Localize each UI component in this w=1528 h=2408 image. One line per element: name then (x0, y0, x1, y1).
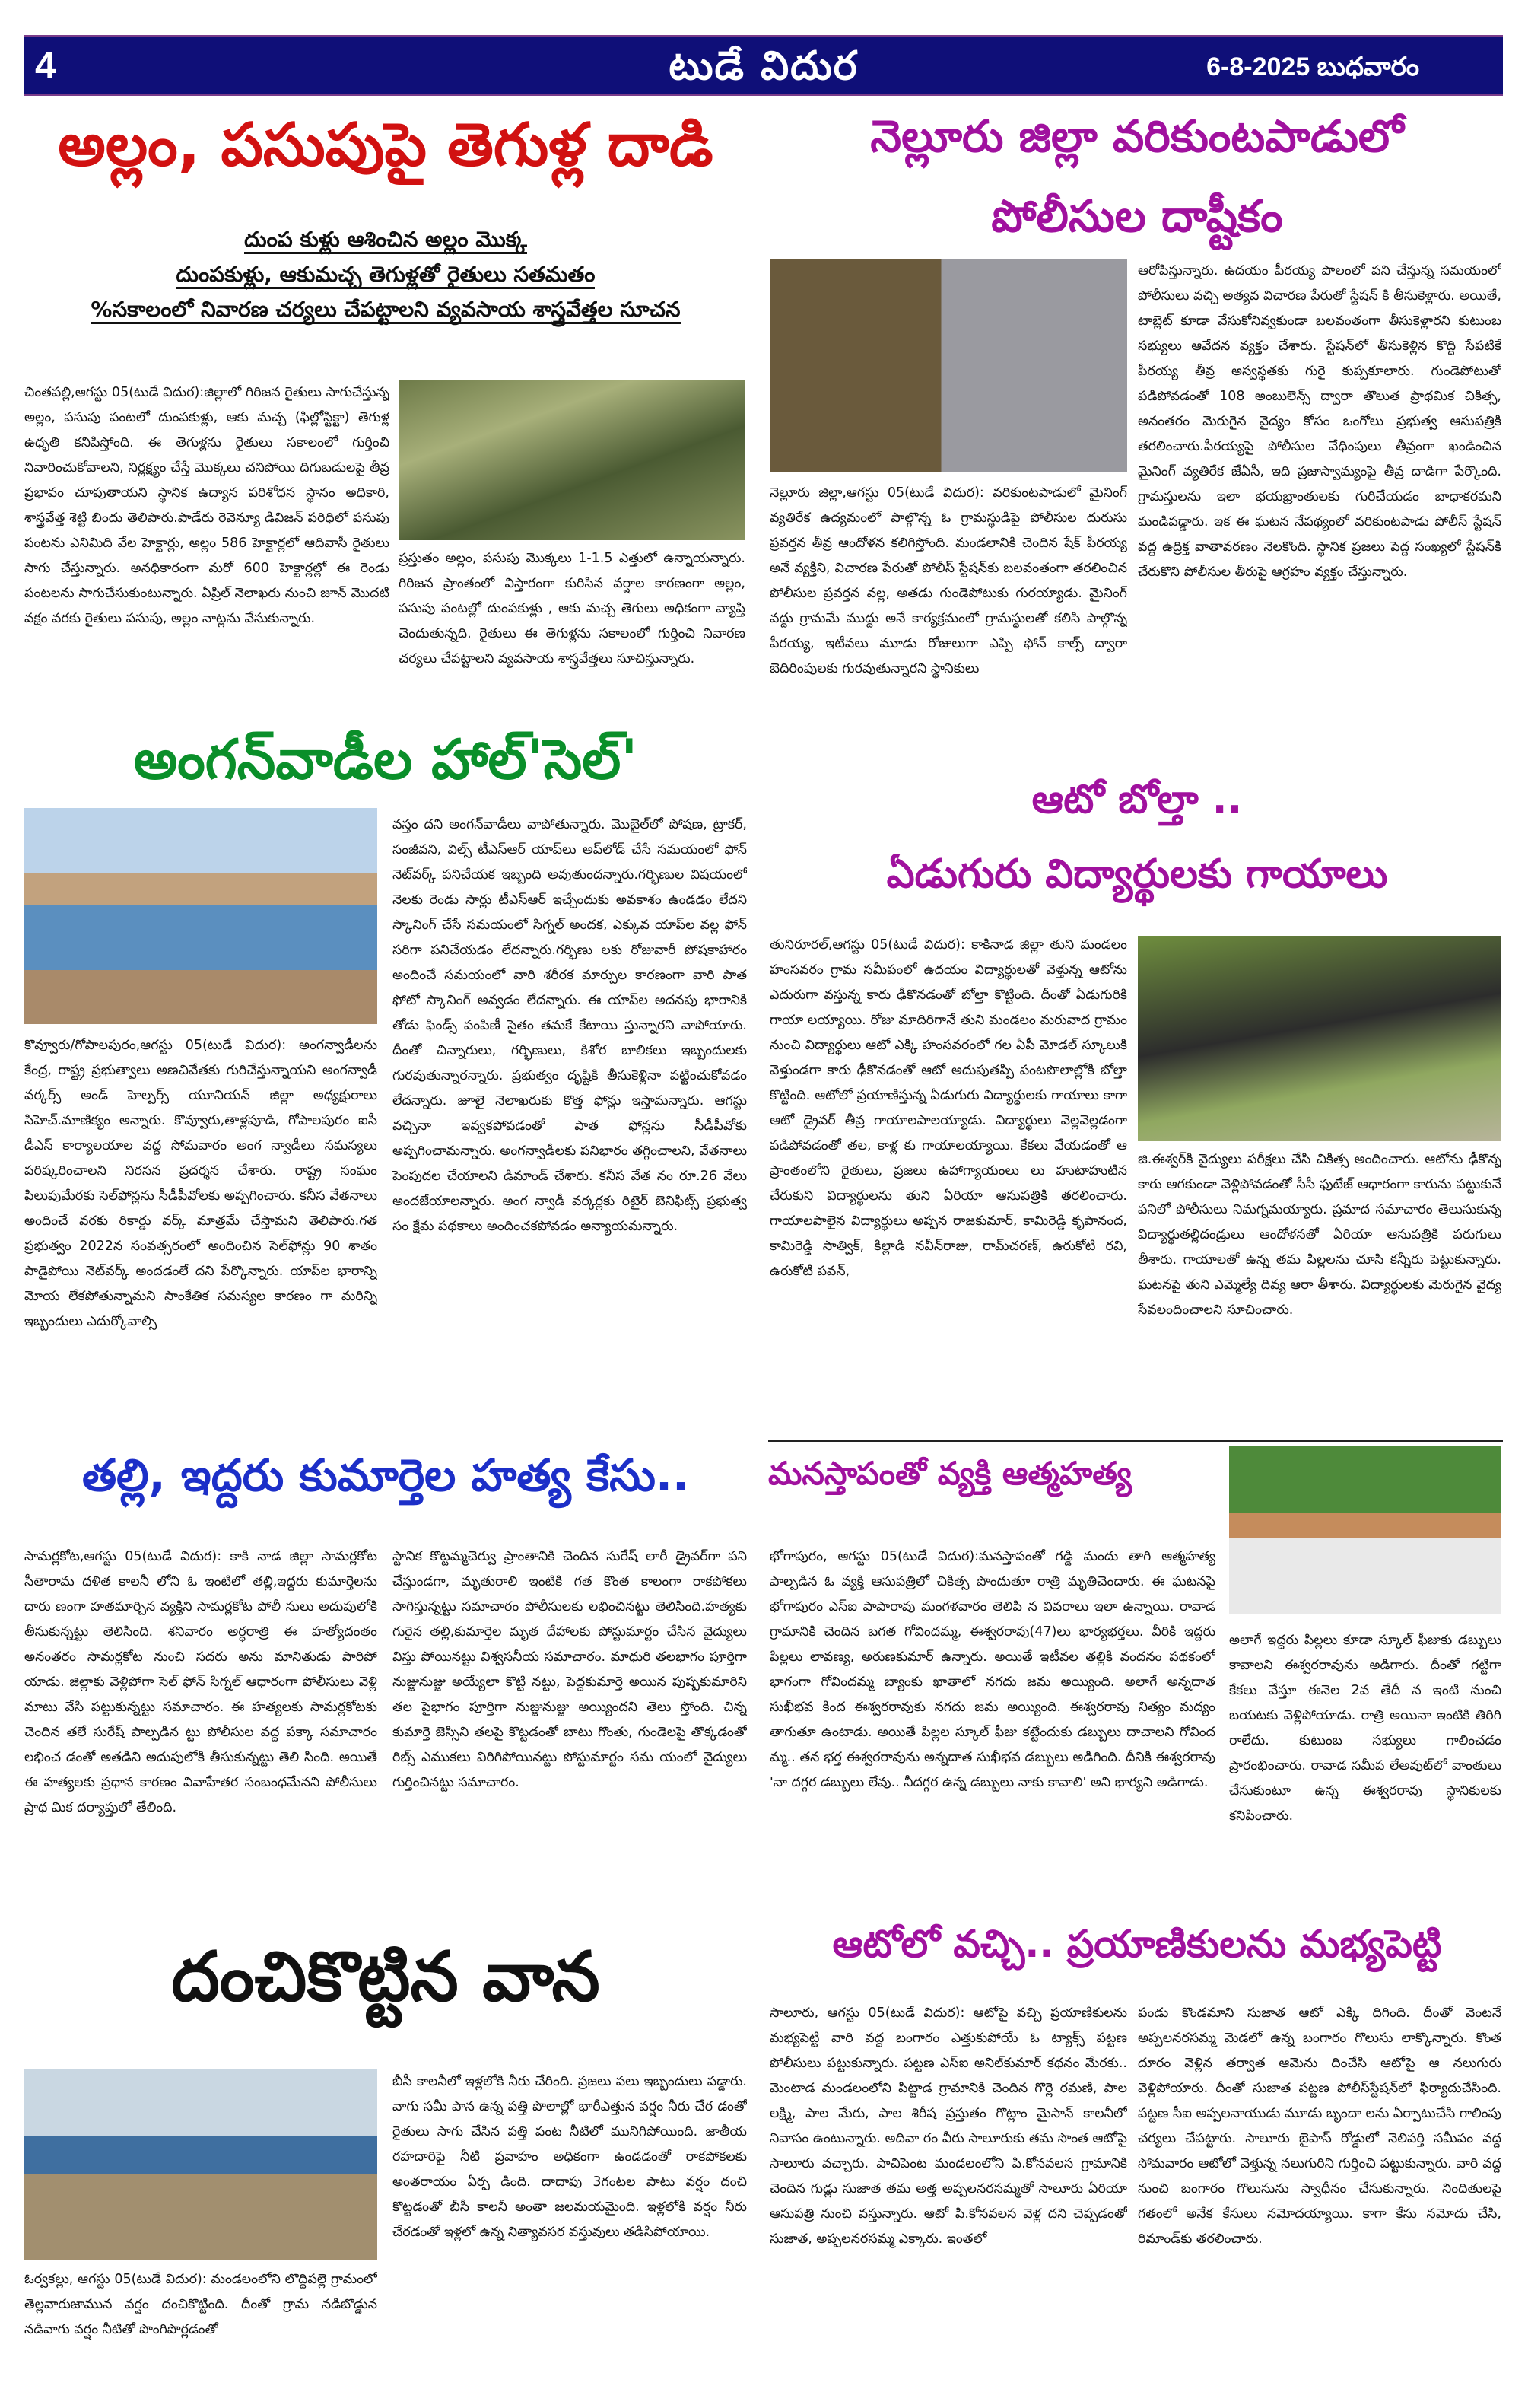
headline-police-line2: పోలీసుల దాష్టీకం (991, 190, 1283, 242)
victim-photo (1229, 1446, 1501, 1614)
anganwadi-body-right: వస్తం దని అంగన్‌వాడీలు వాపోతున్నారు. మొబైల్‌లో పోషణ, ట్రాకర్, సంజీవని, విల్స్ టీఎస్ఆర్ యాప్‌లు అప్‌లోడ్ చేసే సమయంలో ఫోన్ నెట్‌వర్క్ పనిచేయక ఇబ్బంది అవుతుందన్నారు.గర్భిణుల విషయంలో నెలకు రెండు సార్లు టీఎస్ఆర్ ఇచ్చేందుకు అవకాశం ఉండడం లేదని స్కానింగ్ చేసే సమయంలో సిగ్నల్ అందక, ఎక్కువ యాప్‌ల వల్ల ఫోన్ సరిగా పనిచేయడం లేదన్నారు.గర్భిణు లకు రోజువారీ పోషకాహారం అందించే సమయంలో వారి శరీరక మార్పుల కారణంగా వారి పాత ఫోటో స్కానింగ్ అవ్వడం లేదన్నారు. ఈ యాప్‌ల అదనపు భారానికి తోడు ఫిండ్స్ పంపిణీ సైతం తమకే కేటాయి స్తున్నారని వాపోయారు. దీంతో చిన్నారులు, గర్భిణులు, కిశోర బాలికలు ఇబ్బందులకు గురవుతున్నారన్నారు. ప్రభుత్వం దృష్టికి తీసుకెళ్లినా పట్టించుకోవడం లేదన్నారు. జూలై నెలాఖరుకు కొత్త ఫోన్లు ఇస్తామన్నారు. ఆగస్టు వచ్చినా ఇవ్వకపోవడంతో పాత ఫోన్లను సీడీపీవోకు అప్పగించామన్నారు. అంగన్వాడీలకు పనిభారం తగ్గించాలని, వేతనాలు పెంపుదల చేయాలని డిమాండ్ చేశారు. కనీస వేత నం రూ.26 వేలు అందజేయాలన్నారు. అంగ న్వాడీ వర్కర్లకు రిటైర్ బెనిఫిట్స్ ప్రభుత్వ సం క్షేమ పథకాలు అందించకపోవడం అన్యాయమన్నారు. (392, 817, 747, 1234)
police-body-left: నెల్లూరు జిల్లా,ఆగస్టు 05(టుడే విదుర): వరికుంటపాడులో మైనింగ్ వ్యతిరేక ఉద్యమంలో పాల్గొన్న ఓ గ్రామస్థుడిపై పోలీసుల దురుసు ప్రవర్తన తీవ్ర ఆందోళన కలిగిస్తోంది. మండలానికి చెందిన షేక్ పీరయ్య అనే వ్యక్తిని, విచారణ పేరుతో పోలీస్ స్టేషన్‌కు బలవంతంగా తరలించిన పోలీసుల ప్రవర్తన వల్ల, అతడు గుండెపోటుకు గురయ్యాడు. మైనింగ్ వద్దు గ్రామమే ముద్దు అనే కార్యక్రమంలో గ్రామస్థులతో కలిసి పాల్గొన్న పీరయ్య, ఇటీవలు మూడు రోజులుగా ఎప్పి ఫోన్ కాల్స్ ద్వారా బెదిరింపులకు గురవుతున్నారని స్థానికులు (770, 485, 1127, 676)
headline-suicide: మనస్తాపంతో వ్యక్తి ఆత్మహత్య (768, 1455, 1132, 1492)
headline-ginger: అల్లం, పసుపుపై తెగుళ్ల దాడి (58, 111, 713, 180)
cheat-body-left: సాలూరు, ఆగస్టు 05(టుడే విదుర): ఆటోపై వచ్చి ప్రయాణికులను మభ్యపెట్టి వారి వద్ద బంగారం ఎత్తుకుపోయే ఓ ట్యాక్స్ పట్టణ పోలీసులు పట్టుకున్నారు. పట్టణ ఎస్ఐ అనిల్‌కుమార్ కథనం మేరకు.. మెంటాడ మండలంలోని పిట్టాడ గ్రామానికి చెందిన గొర్లె రమణి, పాల లక్ష్మి, పాల మేరు, పాల శిరీష ప్రస్తుతం గొట్లాం మైసాన్ కాలనీలో నివాసం ఉంటున్నారు. అదివా రం వీరు సాలూరుకు తమ సొంత ఆటోపై సాలూరు వచ్చారు. పాచిపెంట మండలంలోని పి.కోనవలస గ్రామానికి చెందిన గుడ్లు సుజాత తమ అత్త అప్పలనరసమ్మతో సాలూరు ఏరియా ఆసుపత్రి నుంచి వస్తున్నారు. ఆటో పి.కోనవలస వెళ్ల దని చెప్పడంతో సుజాత, అప్పలనరసమ్మ ఎక్కారు. ఇంతలో (770, 2006, 1127, 2247)
masthead (24, 35, 1503, 96)
ginger-subheads (24, 222, 747, 327)
suicide-body-left: భోగాపురం, ఆగస్టు 05(టుడే విదుర):మనస్తాపంతో గడ్డి మందు తాగి ఆత్మహత్య పాల్పడిన ఓ వ్యక్తి ఆసుపత్రిలో చికిత్స పొందుతూ రాత్రి మృతిచెందారు. ఈ ఘటనపై భోగాపురం ఎస్ఐ పాపారావు మంగళవారం తెలిపి న వివరాలు ఇలా ఉన్నాయి. రావాడ గ్రామానికి చెందిన బగత గోవిందమ్మ, ఈశ్వరరావు(47)లు భార్యభర్తలు. వీరికి ఇద్దరు పిల్లలు లావణ్య, అరుణకుమార్ ఉన్నారు. అయితే ఇటీవల తల్లికి వందనం పథకంలో భాగంగా గోవిందమ్మ బ్యాంకు ఖాతాలో నగదు జమ అయ్యింది. అలాగే అన్నదాత సుఖీభవ కింద ఈశ్వరరావుకు నగదు జమ అయ్యింది. ఈశ్వరరావు నిత్యం మద్యం తాగుతూ ఉంటాడు. అయితే పిల్లల స్కూల్ ఫీజు కట్టేందుకు డబ్బులు దాచాలని గోవింద మ్మ.. తన భర్త ఈశ్వరరావును అన్నదాత సుఖీభవ డబ్బులు అడిగింది. దీనికి ఈశ్వరరావు 'నా దగ్గర డబ్బులు లేవు.. నీదగ్గర ఉన్న డబ్బులు నాకు కావాలి' అని భార్యని అడిగాడు. (770, 1549, 1215, 1790)
issue-date: 6-8-2025 బుధవారం (1206, 52, 1419, 81)
police-heart-photo (770, 259, 1127, 472)
ginger-crop-photo (399, 380, 745, 540)
ginger-body-left: చింతపల్లి,ఆగస్టు 05(టుడే విదుర):జిల్లాలో గిరిజన రైతులు సాగుచేస్తున్న అల్లం, పసుపు పంటలో దుంపకుళ్లు, ఆకు మచ్చ (ఫిల్లోస్టిక్టా) తెగుళ్ల ఉధృతి కనిపిస్తోంది. ఈ తెగుళ్లను రైతులు సకాలంలో గుర్తించి నివారించుకోవాలని, నిర్లక్ష్యం చేస్తే మొక్కలు చనిపోయి దిగుబడులపై తీవ్ర ప్రభావం చూపుతాయని స్థానిక ఉద్యాన పరిశోధన స్థానం అధికారి, శాస్త్రవేత్త శెట్టి బిందు తెలిపారు.పాడేరు రెవెన్యూ డివిజన్ పరిధిలో పసుపు పంటను ఎనిమిది వేల హెక్టార్లు, అల్లం 586 హెక్టార్లలో ఆదివాసీ రైతులు సాగు చేస్తున్నారు. అనధికారంగా మరో 600 హెక్టార్లల్లో ఈ రెండు పంటలను సాగుచేసుకుంటున్నారు. ఏప్రిల్ నెలాఖరు నుంచి జూన్ మొదటి వక్షం వరకు రైతులు పసుపు, అల్లం నాట్లను వేసుకున్నారు. (24, 385, 389, 626)
cheat-body-right: పండు కొండమాని సుజాత ఆటో ఎక్కి దిగింది. దీంతో వెంటనే అప్పలనరసమ్మ మెడలో ఉన్న బంగారం గొలుసు లాక్కొన్నారు. కొంత దూరం వెళ్లిన తర్వాత ఆమెను దించేసి ఆటోపై ఆ నలుగురు వెళ్లిపోయారు. దీంతో సుజాత పట్టణ పోలీస్‌స్టేషన్‌లో ఫిర్యాదుచేసింది. పట్టణ సీఐ అప్పలనాయుడు మూడు బృందా లను ఏర్పాటుచేసి గాలింపు చర్యలు చేపట్టారు. సాలూరు బైపాస్ రోడ్డులో నెలిపర్తి సమీపం వద్ద సోమవారం ఆటోలో వెళ్తున్న నలుగురిని గుర్తించి పట్టుకున్నారు. వారి వద్ద నుంచి బంగారం గొలుసును స్వాధీనం చేసుకున్నారు. నిందితులపై గతంలో అనేక కేసులు నమోదయ్యాయి. కాగా కేసు నమోదు చేసి, రిమాండ్‌కు తరలించారు. (1138, 2006, 1501, 2247)
flood-photo (24, 2069, 377, 2260)
headline-auto-line1: ఆటో బోల్తా .. (1031, 777, 1243, 822)
rain-body-right: బీసీ కాలనీలో ఇళ్లలోకి నీరు చేరింది. ప్రజలు పలు ఇబ్బందులు పడ్డారు. వాగు సమీ పాన ఉన్న పత్తి పొలాల్లో భారీఎత్తున వర్షం నీరు చేర డంతో రైతులు సాగు చేసిన పత్తి పంట నీటిలో మునిగిపోయింది. జాతీయ రహదారిపై నీటి ప్రవాహం అధికంగా ఉండడంతో రాకపోకలకు అంతరాయం ఏర్ప డింది. దాదాపు 3గంటల పాటు వర్షం దంచి కొట్టడంతో బీసీ కాలనీ అంతా జలమయమైంది. ఇళ్లలోకి వర్షం నీరు చేరడంతో ఇళ్లలో ఉన్న నిత్యావసర వస్తువులు తడిసిపోయాయి. (392, 2074, 747, 2240)
subhead: %సకాలంలో నివారణ చర్యలు చేపట్టాలని వ్యవసాయ శాస్త్రవేత్తల సూచన (91, 297, 680, 324)
headline-auto-line2: ఏడుగురు విద్యార్థులకు గాయాలు (886, 851, 1388, 897)
police-body-right: ఆరోపిస్తున్నారు. ఉదయం పీరయ్య పొలంలో పని చేస్తున్న సమయంలో పోలీసులు వచ్చి అత్యవ విచారణ పేరుతో స్టేషన్ కి తీసుకెళ్లారు. అయితే, టాబ్లెట్ కూడా వేసుకోనివ్వకుండా బలవంతంగా తీసుకెళ్లారని కుటుంబ సభ్యులు ఆవేదన వ్యక్తం చేశారు. స్టేషన్‌లో తీసుకెళ్లిన కొద్ది సేపటికే పీరయ్య తీవ్ర అస్వస్థతకు గురై కుప్పకూలారు. గుండెపోటుతో పడిపోవడంతో 108 అంబులెన్స్ ద్వారా తొలుత ప్రాథమిక చికిత్స, అనంతరం మెరుగైన వైద్యం కోసం ఒంగోలు ప్రభుత్వ ఆసుపత్రికి తరలించారు.పీరయ్యపై పోలీసుల వేధింపులు తీవ్రంగా ఖండించిన మైనింగ్ వ్యతిరేక జేఏసీ, ఇది ప్రజాస్వామ్యంపై తీవ్ర దాడిగా పేర్కొంది. గ్రామస్తులను ఇలా భయభ్రాంతులకు గురిచేయడం బాధాకరమని మండిపడ్డారు. ఇక ఈ ఘటన నేపథ్యంలో వరికుంటపాడు పోలీస్ స్టేషన్ వద్ద ఉద్రిక్త వాతావరణం నెలకొంది. స్థానిక ప్రజలు పెద్ద సంఖ్యలో స్టేషన్‌కి చేరుకొని పోలీసుల తీరుపై ఆగ్రహం వ్యక్తం చేస్తున్నారు. (1138, 263, 1501, 580)
auto-body-right: జి.ఈశ్వర్‌కి వైద్యులు పరీక్షలు చేసి చికిత్స అందించారు. ఆటోను ఢీకొన్న కారు ఆగకుండా వెళ్లిపోవడంతో సీసీ ఫుటేజ్ ఆధారంగా కారును పట్టుకునే పనిలో పోలీసులు నిమగ్నమయ్యారు. ప్రమాద సమాచారం తెలుసుకున్న విద్యార్థుతల్లిదండ్రులు ఆందోళనతో ఏరియా ఆసుపత్రికి పరుగులు తీశారు. గాయాలతో ఉన్న తమ పిల్లలను చూసి కన్నీరు పెట్టుకున్నారు. ఘటనపై తుని ఎమ్మెల్యే దివ్య ఆరా తీశారు. విద్యార్థులకు మెరుగైన వైద్య సేవలందించాలని సూచించారు. (1138, 1152, 1501, 1318)
divider (768, 1440, 1503, 1442)
anganwadi-protest-photo (24, 808, 377, 1024)
suicide-body-right: అలాగే ఇద్దరు పిల్లలు కూడా స్కూల్ ఫీజుకు డబ్బులు కావాలని ఈశ్వరరావును అడిగారు. దీంతో గట్టిగా కేకలు వేస్తూ ఈనెల 2వ తేదీ న ఇంటి నుంచి బయటకు వెళ్లిపోయాడు. రాత్రి అయినా ఇంటికి తిరిగి రాలేదు. కుటుంబ సభ్యులు గాలించడం ప్రారంభించారు. రావాడ సమీప లేఅవుట్‌లో వాంతులు చేసుకుంటూ ఉన్న ఈశ్వరరావు స్థానికులకు కనిపించారు. (1229, 1633, 1501, 1824)
rain-body-left: ఓర్వకల్లు, ఆగస్టు 05(టుడే విదుర): మండలంలోని లొద్దిపల్లె గ్రామంలో తెల్లవారుజామున వర్షం దంచికొట్టింది. దీంతో గ్రామ నడిబొడ్డున నడివాగు వర్షం నీటితో పొంగిపొర్లడంతో (24, 2272, 377, 2337)
overturned-auto-photo (1138, 936, 1501, 1141)
murder-body-left: సామర్లకోట,ఆగస్టు 05(టుడే విదుర): కాకి నాడ జిల్లా సామర్లకోట సీతారామ దళిత కాలనీ లోని ఓ ఇంటిలో తల్లి,ఇద్దరు కుమార్తెలను దారు ణంగా హతమార్చిన వ్యక్తిని సామర్లకోట పోలీ సులు అదుపులోకి తీసుకున్నట్టు తెలిసింది. శనివారం అర్ధరాత్రి ఈ హత్యోదంతం అనంతరం సామర్లకోట నుంచి సదరు అను మానితుడు పారిపో యాడు. జిల్లాకు వెళ్లిపోగా సెల్ ఫోన్ సిగ్నల్ ఆధారంగా పోలీసులు వెళ్లి మాటు వేసి పట్టుకున్నట్టు సమాచారం. ఈ హత్యలకు సామర్లకోటకు చెందిన తలే సురేష్ పాల్పడిన ట్టు పోలీసుల వద్ద పక్కా సమాచారం లభించ డంతో అతడిని అదుపులోకి తీసుకున్నట్టు తెలి సింది. అయితే ఈ హత్యలకు ప్రధాన కారణం వివాహేతర సంబంధమేనని పోలీసులు ప్రాథ మిక దర్యాప్తులో తేలింది. (24, 1549, 377, 1815)
newspaper-logo: టుడే విదుర (669, 43, 859, 89)
subhead: దుంపకుళ్లు, ఆకుమచ్చ తెగుళ్లతో రైతులు సతమతం (176, 262, 596, 289)
ginger-body-right: ప్రస్తుతం అల్లం, పసుపు మొక్కలు 1-1.5 ఎత్తులో ఉన్నాయన్నారు. గిరిజన ప్రాంతంలో విస్తారంగా కురిసిన వర్షాల కారణంగా అల్లం, పసుపు పంటల్లో దుంపకుళ్లు , ఆకు మచ్చ తెగులు అధికంగా వ్యాప్తి చెందుతున్నది. రైతులు ఈ తెగుళ్లను సకాలంలో గుర్తించి నివారణ చర్యలు చేపట్టాలని వ్యవసాయ శాస్త్రవేత్తలు సూచిస్తున్నారు. (399, 551, 745, 666)
headline-anganwadi: అంగన్‌వాడీల హాల్‌'సెల్' (133, 727, 638, 791)
murder-body-right: స్టానిక కొట్టమ్మచెర్వు ప్రాంతానికి చెందిన సురేష్ లారీ డ్రైవర్‌గా పని చేస్తుండగా, మృతురాలి ఇంటికి గత కొంత కాలంగా రాకపోకలు సాగిస్తున్నట్టు సమాచారం పోలీసులకు లభించినట్టు తెలిసింది.హత్యకు గురైన తల్లి,కుమార్తెల మృత దేహాలకు పోస్టుమార్టం చేసిన వైద్యులు విస్తు పోయినట్టు విశ్వసనీయ సమాచారం. మాధురి తలభాగం పూర్తిగా నుజ్జునుజ్జు అయ్యేలా కొట్టి నట్టు, పెద్దకుమార్తె అయిన పుష్పకుమారిని తల పైభాగం పూర్తిగా నుజ్జునుజ్జు అయ్యిందని తెలు స్తోంది. చిన్న కుమార్తె జెస్సిని తలపై కొట్టడంతో బాటు గొంతు, గుండెలపై తొక్కడంతో రిబ్స్ ఎముకలు విరిగిపోయినట్టు పోస్టుమార్టం సమ యంలో వైద్యులు గుర్తించినట్టు సమాచారం. (392, 1549, 747, 1790)
headline-rain: దంచికొట్టిన వాన (171, 1937, 600, 2017)
page-number: 4 (35, 44, 56, 87)
anganwadi-body-left: కొవ్వూరు/గోపాలపురం,ఆగస్టు 05(టుడే విదుర): అంగన్వాడీలను కేంద్ర, రాష్ట్ర ప్రభుత్వాలు అణచివేతకు గురిచేస్తున్నాయని అంగన్వాడీ వర్కర్స్ అండ్ హెల్పర్స్ యూనియన్ జిల్లా అధ్యక్షురాలు సిహెచ్.మాణిక్యం అన్నారు. కొవ్వూరు,తాళ్లపూడి, గోపాలపురం ఐసీ డీఎస్ కార్యాలయాల వద్ద సోమవారం అంగ న్వాడీలు సమస్యలు పరిష్కరించాలని నిరసన ప్రదర్శన చేశారు. రాష్ట్ర సంఘం పిలుపుమేరకు సెల్‌ఫోన్లను సీడీపీవోలకు అప్పగించారు. కనీస వేతనాలు అందించే వరకు రికార్డు వర్క్ మాత్రమే చేస్తామని తెలిపారు.గత ప్రభుత్వం 2022న సంవత్సరంలో అందించిన సెల్‌ఫోన్లు 90 శాతం పాడైపోయి నెట్‌వర్క్ అందడంలే దని పేర్కొన్నారు. యాప్‌ల భారాన్ని మోయ లేకపోతున్నామని సాంకేతిక సమస్యల కారణం గా మరిన్ని ఇబ్బందులు ఎదుర్కోవాల్సి (24, 1038, 377, 1329)
auto-body-left: తునిరూరల్,ఆగస్టు 05(టుడే విదుర): కాకినాడ జిల్లా తుని మండలం హంసవరం గ్రామ సమీపంలో ఉదయం విద్యార్థులతో వెళ్తున్న ఆటోను ఎదురుగా వస్తున్న కారు ఢీకొనడంతో బోల్తా కొట్టింది. దీంతో ఏడుగురికి గాయా లయ్యాయి. రోజు మాదిరిగానే తుని మండలం మరువాద గ్రామం నుంచి విద్యార్థులు ఆటో ఎక్కి హంసవరంలో గల ఏపీ మోడల్ స్కూలుకి వెళ్తుండగా కారు ఢీకొనడంతో ఆటో అదుపుతప్పి పంటపొలాల్లోకి బోల్తా కొట్టింది. ఆటోలో ప్రయాణిస్తున్న ఏడుగురు విద్యార్థులకు గాయాలు కాగా ఆటో డ్రైవర్ తీవ్ర గాయాలపాలయ్యాడు. విద్యార్థులు వెల్లవెల్లడంగా పడిపోవడంతో తల, కాళ్ల కు గాయాలయ్యాయి. కేకలు వేయడంతో ఆ ప్రాంతంలోని రైతులు, ప్రజలు ఉహాగ్యాయంలు లు హుటాహుటిన చేరుకుని విద్యార్థులను తుని ఏరియా ఆసుపత్రికి తరలించారు. గాయాలపాలైన విద్యార్థులు అప్పన రాజకుమార్, కామిరెడ్డి కృపానంద, కామిరెడ్డి సాత్విక్, కిల్లాడి నవీన్‌రాజు, రామ్‌చరణ్, ఉరుకోటి రవి, ఉరుకోటి పవన్, (770, 937, 1127, 1279)
headline-police-line1: నెల్లూరు జిల్లా వరికుంటపాడులో (870, 110, 1404, 162)
headline-cheat: ఆటోలో వచ్చి.. ప్రయాణికులను మభ్యపెట్టి (832, 1922, 1442, 1966)
subhead: దుంప కుళ్లు ఆశించిన అల్లం మొక్క (244, 227, 527, 254)
headline-murder: తల్లి, ఇద్దరు కుమార్తెల హత్య కేసు.. (81, 1449, 690, 1501)
